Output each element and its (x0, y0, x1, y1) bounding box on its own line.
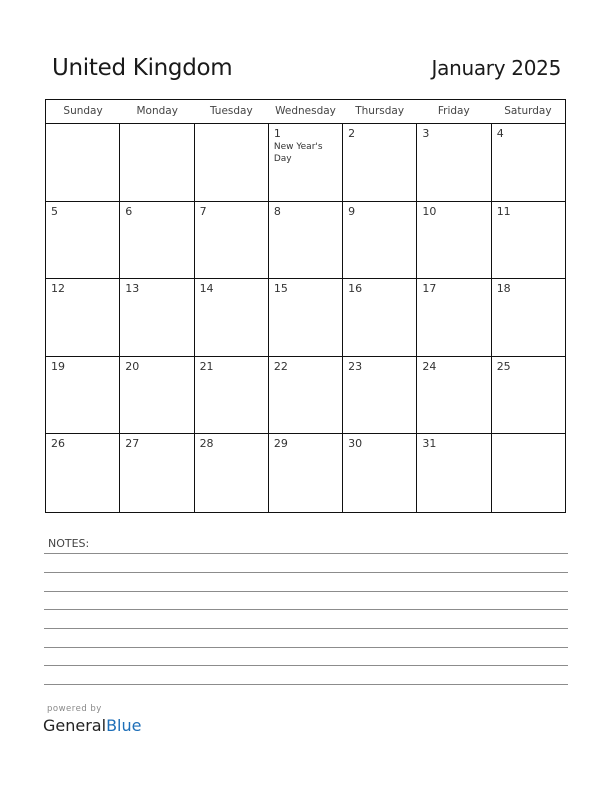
day-number: 31 (422, 437, 437, 451)
notes-line (44, 665, 568, 666)
notes-label: NOTES: (48, 537, 90, 550)
day-cell[interactable] (120, 357, 194, 434)
day-number: 24 (422, 359, 437, 373)
notes-line (44, 553, 568, 554)
weekday-monday: Monday (136, 105, 178, 117)
day-cell[interactable] (417, 434, 491, 512)
month-year-title: January 2025 (431, 56, 561, 80)
day-number: 22 (273, 359, 288, 373)
week-row (46, 279, 565, 357)
day-cell[interactable] (343, 202, 417, 279)
day-number: 27 (125, 437, 140, 451)
day-cell[interactable] (492, 202, 565, 279)
holiday-label: New Year's Day (273, 142, 323, 164)
day-cell[interactable] (46, 279, 120, 356)
day-number: 9 (348, 204, 356, 218)
generalblue-logo (43, 716, 141, 735)
day-cell[interactable] (343, 124, 417, 201)
day-number: 5 (51, 204, 58, 218)
day-cell[interactable] (343, 434, 417, 512)
day-cell[interactable] (46, 124, 120, 201)
week-row (46, 202, 565, 280)
weekday-header-row (46, 100, 565, 124)
day-number: 2 (348, 127, 356, 140)
day-cell[interactable] (195, 357, 269, 434)
notes-line (44, 609, 568, 610)
day-number: 10 (422, 204, 437, 218)
day-cell[interactable] (46, 357, 120, 434)
powered-by-text: powered by (47, 704, 102, 714)
notes-line (44, 684, 568, 685)
day-number: 25 (496, 359, 511, 373)
day-cell[interactable] (492, 357, 565, 434)
day-cell[interactable] (120, 202, 194, 279)
day-number: 28 (199, 437, 214, 451)
notes-line (44, 628, 568, 629)
country-title: United Kingdom (52, 55, 233, 81)
day-number: 23 (348, 359, 363, 373)
day-cell[interactable] (492, 279, 565, 356)
day-number: 7 (199, 204, 207, 218)
day-number: 26 (51, 437, 65, 451)
day-number: 17 (422, 282, 437, 296)
day-cell[interactable] (120, 279, 194, 356)
day-cell[interactable] (120, 124, 194, 201)
day-cell[interactable] (195, 202, 269, 279)
day-cell[interactable] (417, 279, 491, 356)
notes-line (44, 572, 568, 573)
weekday-thursday: Thursday (355, 105, 405, 117)
day-cell[interactable] (46, 202, 120, 279)
day-number: 20 (125, 359, 140, 373)
weekday-wednesday: Wednesday (275, 105, 336, 117)
day-number: 4 (496, 127, 504, 140)
brand-general: General (43, 716, 107, 735)
day-cell[interactable] (269, 202, 343, 279)
week-row (46, 434, 565, 512)
day-number: 11 (496, 204, 511, 218)
day-number: 19 (51, 359, 65, 373)
day-number: 30 (348, 437, 363, 451)
brand-blue: Blue (106, 716, 142, 735)
day-cell[interactable] (195, 124, 269, 201)
week-row (46, 357, 565, 435)
day-cell[interactable] (343, 357, 417, 434)
calendar-grid (45, 99, 566, 513)
day-number: 1 (273, 127, 281, 140)
day-cell[interactable] (417, 124, 491, 201)
weekday-tuesday: Tuesday (209, 105, 253, 117)
day-cell[interactable] (492, 124, 565, 201)
notes-line (44, 591, 568, 592)
day-cell[interactable] (269, 124, 343, 201)
day-number: 15 (273, 282, 288, 296)
day-number: 16 (348, 282, 363, 296)
day-number: 13 (125, 282, 140, 296)
day-cell[interactable] (269, 434, 343, 512)
day-number: 14 (199, 282, 214, 296)
weekday-friday: Friday (437, 105, 470, 117)
day-cell[interactable] (269, 357, 343, 434)
day-cell[interactable] (417, 202, 491, 279)
day-cell[interactable] (195, 279, 269, 356)
day-number: 6 (125, 204, 133, 218)
day-number: 21 (199, 359, 214, 373)
day-cell[interactable] (269, 279, 343, 356)
week-row (46, 124, 565, 202)
day-number: 12 (51, 282, 65, 296)
day-number: 29 (273, 437, 288, 451)
day-cell[interactable] (46, 434, 120, 512)
day-number: 8 (273, 204, 281, 218)
day-number: 3 (422, 127, 430, 140)
notes-line (44, 647, 568, 648)
weekday-saturday: Saturday (504, 105, 552, 117)
day-cell[interactable] (417, 357, 491, 434)
day-cell[interactable] (492, 434, 565, 512)
day-cell[interactable] (195, 434, 269, 512)
weekday-sunday: Sunday (63, 105, 103, 117)
day-number: 18 (496, 282, 511, 296)
day-cell[interactable] (120, 434, 194, 512)
day-cell[interactable] (343, 279, 417, 356)
